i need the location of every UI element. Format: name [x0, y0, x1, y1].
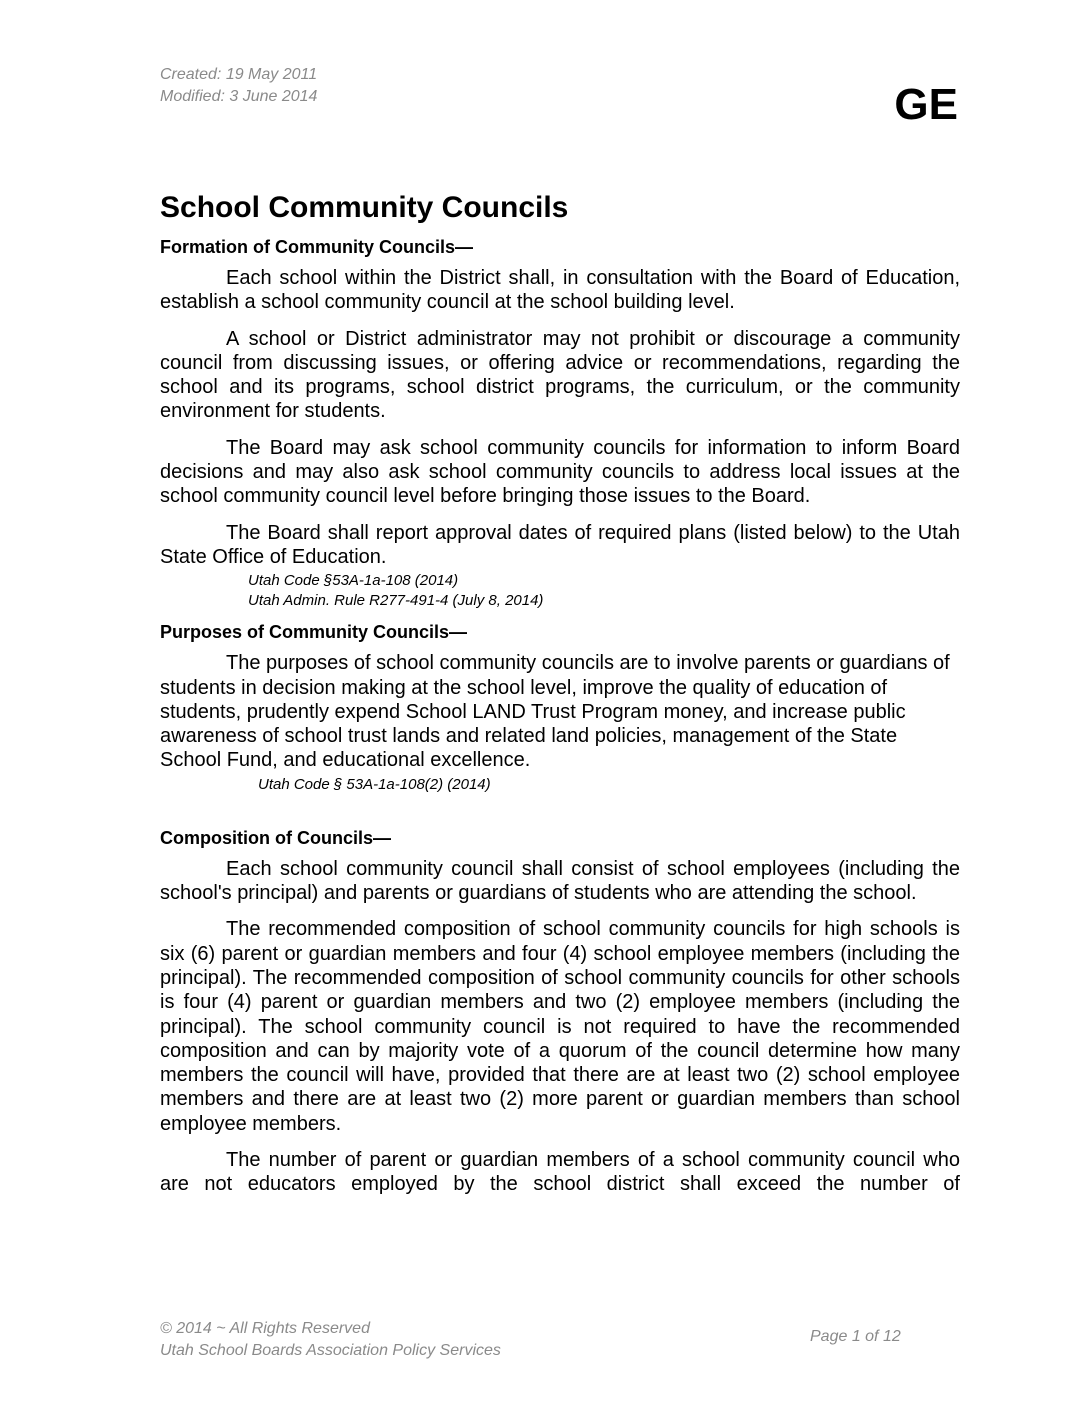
spacer	[160, 803, 960, 825]
organization-name: Utah School Boards Association Policy Services	[160, 1342, 501, 1359]
section-formation	[160, 234, 960, 611]
paragraph: The recommended composition of school community councils for high schools is six (6) parent or guardian members and four (4) school employee members (including the principal). The recommended composition of school community councils for other schools is four (4) parent or guardian members and two (2) employee members (including the principal). The school community council is not required to have the recommended composition and can by majority vote of a quorum of the council determine how many members the council will have, provided that there are at least two (2) school employee members and there are at least two (2) more parent or guardian members than school employee members.	[160, 918, 960, 1135]
copyright-notice: © 2014 ~ All Rights Reserved	[160, 1320, 370, 1337]
policy-code: GE	[894, 80, 958, 129]
section-heading: Composition of Councils—	[160, 827, 391, 848]
citation: Utah Code § 53A-1a-108(2) (2014)	[258, 775, 491, 793]
paragraph: Each school community council shall consist of school employees (including the school's principal) and parents or guardians of students who are attending the school.	[160, 857, 960, 905]
page-title: School Community Councils	[160, 191, 569, 224]
created-date: Created: 19 May 2011	[160, 66, 318, 83]
footer-credits	[160, 1318, 501, 1362]
document-dates	[160, 64, 317, 108]
legal-citations	[160, 775, 960, 795]
legal-citations	[160, 571, 960, 611]
paragraph: The Board shall report approval dates of required plans (listed below) to the Utah State Office of Education.	[160, 521, 960, 568]
paragraph: The number of parent or guardian members of a school community council who are not educators employed by the school district shall exceed the number of	[160, 1149, 960, 1196]
section-heading: Formation of Community Councils—	[160, 237, 473, 257]
paragraph: The purposes of school community councils are to involve parents or guardians of students in decision making at the school level, improve the quality of education of students, prudently expend School LAND Trust Program money, and increase public awareness of school trust lands and related land policies, management of the State School Fund, and educational excellence.	[160, 652, 950, 772]
document-body	[160, 188, 960, 1209]
modified-date: Modified: 3 June 2014	[160, 88, 318, 105]
paragraph: A school or District administrator may not prohibit or discourage a community council from discussing issues, or offering advice or recommendations, regarding the school and its programs, school district programs, the curriculum, or the community environment for students.	[160, 327, 960, 423]
citation: Utah Admin. Rule R277-491-4 (July 8, 2014)	[248, 592, 544, 610]
paragraph: Each school within the District shall, in consultation with the Board of Education, establish a school community council at the school building level.	[160, 267, 960, 314]
section-heading: Purposes of Community Councils—	[160, 622, 468, 643]
section-purposes	[160, 619, 960, 794]
citation: Utah Code §53A-1a-108 (2014)	[248, 572, 459, 590]
section-composition	[160, 825, 960, 1197]
paragraph: The Board may ask school community councils for information to inform Board decisions and may also ask school community councils to address local issues at the school community council level before bringing those issues to the Board.	[160, 436, 960, 508]
page-number: Page 1 of 12	[810, 1328, 901, 1345]
